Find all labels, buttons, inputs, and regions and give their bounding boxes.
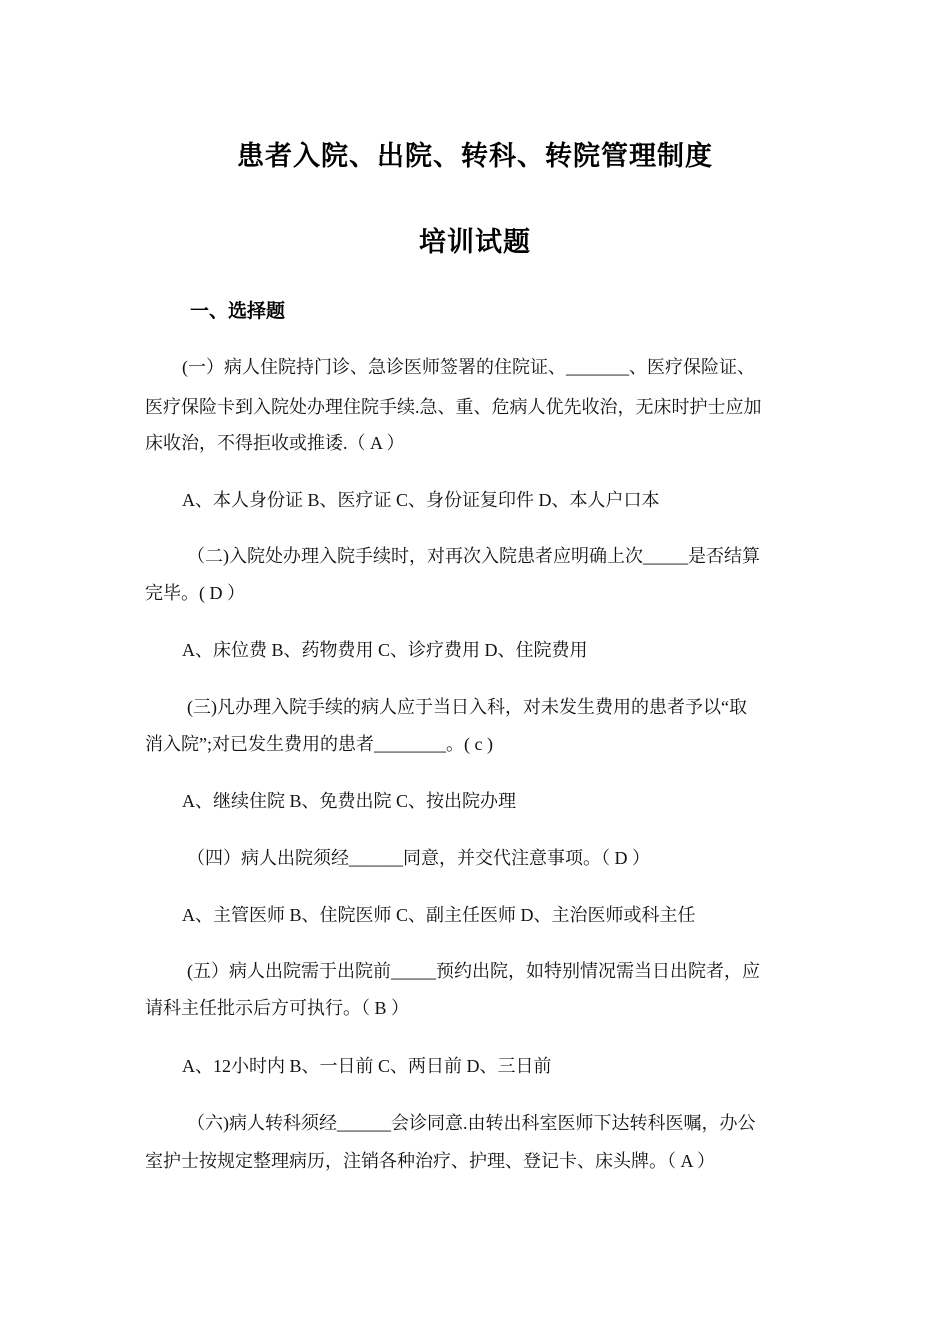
- question-3-line-2: 消入院”;对已发生费用的患者________。( c ): [145, 734, 493, 754]
- question-6-line-1: （六)病人转科须经______会诊同意.由转出科室医师下达转科医嘱，办公: [187, 1113, 756, 1133]
- question-1-line-1: (一）病人住院持门诊、急诊医师签署的住院证、_______、医疗保险证、: [182, 357, 755, 377]
- question-2-line-2: 完毕。( D ）: [145, 583, 245, 603]
- question-5-line-2: 请科主任批示后方可执行。（ B ）: [145, 998, 410, 1018]
- question-6-line-2: 室护士按规定整理病历，注销各种治疗、护理、登记卡、床头牌。（ A ）: [145, 1151, 716, 1171]
- question-4-line-1: （四）病人出院须经______同意，并交代注意事项。（ D ）: [187, 848, 650, 868]
- question-5-line-1: (五）病人出院需于出院前_____预约出院，如特别情况需当日出院者，应: [187, 961, 760, 981]
- question-1-line-3: 床收治，不得拒收或推诿.（ A ）: [145, 433, 405, 453]
- document-subtitle: 培训试题: [419, 227, 531, 258]
- question-2-options: A、床位费 B、药物费用 C、诊疗费用 D、住院费用: [182, 640, 588, 660]
- question-1-options: A、本人身份证 B、医疗证 C、身份证复印件 D、本人户口本: [182, 490, 660, 510]
- question-1-line-2: 医疗保险卡到入院处办理住院手续.急、重、危病人优先收治，无床时护士应加: [145, 397, 762, 417]
- question-3-line-1: (三)凡办理入院手续的病人应于当日入科，对未发生费用的患者予以“取: [187, 697, 747, 717]
- question-3-options: A、继续住院 B、免费出院 C、按出院办理: [182, 791, 517, 811]
- document-title: 患者入院、出院、转科、转院管理制度: [237, 141, 713, 172]
- section-heading: 一、选择题: [190, 300, 286, 322]
- question-4-options: A、主管医师 B、住院医师 C、副主任医师 D、主治医师或科主任: [182, 905, 696, 925]
- question-2-line-1: （二)入院处办理入院手续时，对再次入院患者应明确上次_____是否结算: [187, 546, 760, 566]
- question-5-options: A、12小时内 B、一日前 C、两日前 D、三日前: [182, 1056, 552, 1076]
